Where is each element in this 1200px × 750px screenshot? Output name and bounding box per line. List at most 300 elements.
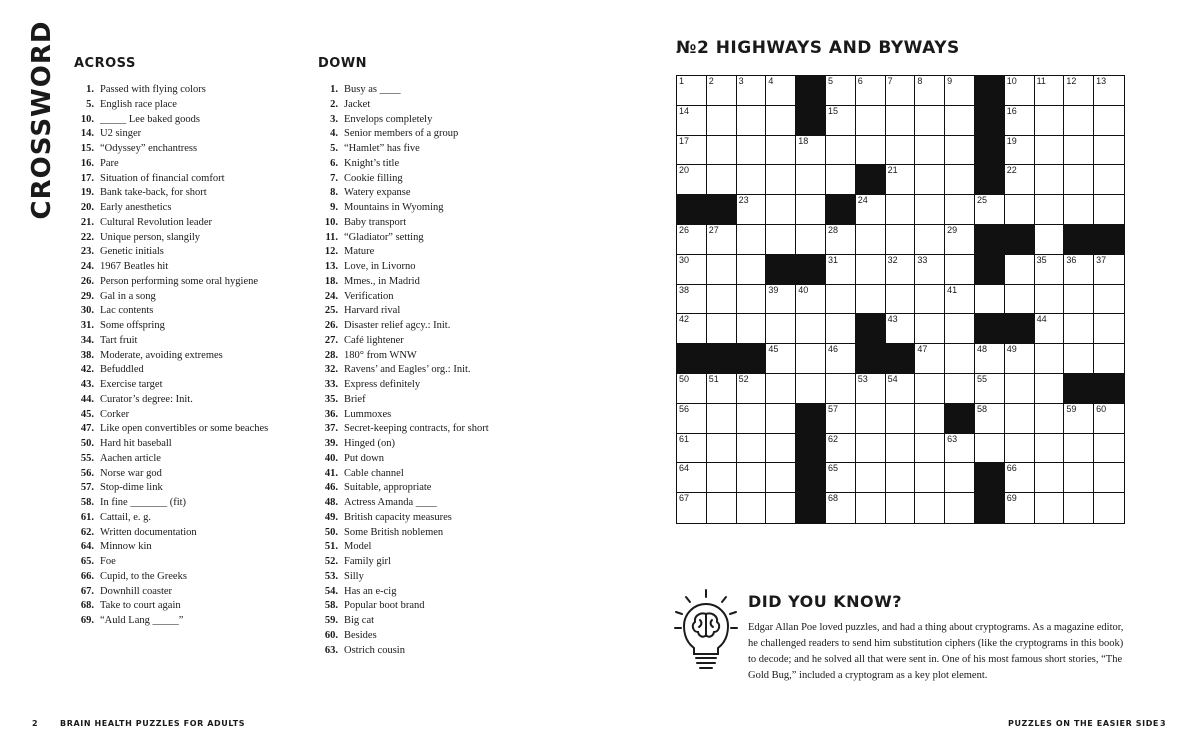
- grid-cell[interactable]: [737, 434, 767, 464]
- grid-cell[interactable]: [1064, 314, 1094, 344]
- grid-cell[interactable]: [796, 344, 826, 374]
- grid-cell[interactable]: [826, 344, 856, 374]
- clue-text: Model: [344, 541, 372, 553]
- grid-cell[interactable]: [737, 225, 767, 255]
- grid-cell[interactable]: [856, 225, 886, 255]
- grid-cell[interactable]: [915, 195, 945, 225]
- clue-text: “Hamlet” has five: [344, 143, 420, 154]
- grid-cell[interactable]: [766, 493, 796, 523]
- clue-item: [318, 585, 489, 600]
- grid-cell[interactable]: [945, 374, 975, 404]
- grid-cell[interactable]: [766, 195, 796, 225]
- grid-cell[interactable]: [1035, 255, 1065, 285]
- clue-item: [318, 304, 489, 319]
- grid-cell[interactable]: [677, 314, 707, 344]
- grid-cell[interactable]: [1035, 285, 1065, 315]
- grid-cell[interactable]: [886, 165, 916, 195]
- grid-cell[interactable]: [856, 434, 886, 464]
- grid-cell[interactable]: [707, 314, 737, 344]
- grid-cell[interactable]: [1005, 106, 1035, 136]
- clue-item: [74, 113, 268, 128]
- grid-cell[interactable]: [856, 106, 886, 136]
- grid-cell[interactable]: [677, 225, 707, 255]
- grid-cell[interactable]: [886, 136, 916, 166]
- clue-item: [318, 437, 489, 452]
- clue-number: 51.: [324, 541, 338, 553]
- cell-number: 41: [947, 284, 958, 295]
- clue-number: 52.: [324, 556, 338, 567]
- grid-cell[interactable]: [1064, 76, 1094, 106]
- grid-cell[interactable]: [677, 165, 707, 195]
- grid-cell[interactable]: [766, 225, 796, 255]
- grid-cell[interactable]: [1094, 165, 1124, 195]
- grid-cell[interactable]: [886, 195, 916, 225]
- grid-cell[interactable]: [1094, 404, 1124, 434]
- grid-cell[interactable]: [1064, 463, 1094, 493]
- grid-cell[interactable]: [707, 404, 737, 434]
- clue-item: [318, 526, 489, 541]
- grid-cell[interactable]: [766, 434, 796, 464]
- grid-cell[interactable]: [796, 285, 826, 315]
- cell-number: 52: [738, 373, 749, 384]
- clue-number: 58.: [80, 497, 94, 508]
- grid-block: [1005, 225, 1035, 255]
- grid-cell[interactable]: [766, 463, 796, 493]
- clue-text: U2 singer: [100, 128, 142, 140]
- clue-item: [318, 540, 489, 555]
- grid-cell[interactable]: [1005, 404, 1035, 434]
- clue-text: Gal in a song: [100, 290, 156, 302]
- grid-cell[interactable]: [766, 136, 796, 166]
- clue-text: British capacity measures: [344, 511, 452, 523]
- cell-number: 2: [708, 76, 714, 86]
- grid-cell[interactable]: [677, 404, 707, 434]
- grid-cell[interactable]: [707, 493, 737, 523]
- grid-cell[interactable]: [1094, 463, 1124, 493]
- cell-number: 30: [679, 254, 690, 265]
- cell-number: 66: [1006, 463, 1017, 474]
- grid-cell[interactable]: [1005, 165, 1035, 195]
- grid-cell[interactable]: [1035, 165, 1065, 195]
- grid-cell[interactable]: [707, 374, 737, 404]
- grid-cell[interactable]: [915, 225, 945, 255]
- clue-item: [74, 290, 268, 305]
- clue-item: [74, 614, 268, 629]
- grid-cell[interactable]: [915, 285, 945, 315]
- grid-cell[interactable]: [707, 434, 737, 464]
- grid-cell[interactable]: [737, 314, 767, 344]
- cell-number: 44: [1036, 314, 1047, 325]
- clue-text: Stop-dime link: [100, 482, 163, 494]
- clue-item: [74, 363, 268, 378]
- grid-cell[interactable]: [1064, 165, 1094, 195]
- clue-number: 1.: [86, 84, 94, 95]
- grid-cell[interactable]: [707, 463, 737, 493]
- grid-cell[interactable]: [886, 285, 916, 315]
- grid-cell[interactable]: [1035, 463, 1065, 493]
- grid-cell[interactable]: [707, 225, 737, 255]
- grid-cell[interactable]: [796, 136, 826, 166]
- grid-cell[interactable]: [707, 285, 737, 315]
- cell-number: 25: [976, 195, 987, 206]
- clue-number: 58.: [324, 600, 338, 612]
- grid-cell[interactable]: [737, 136, 767, 166]
- clue-text: Situation of financial comfort: [100, 172, 225, 184]
- grid-cell[interactable]: [1005, 136, 1035, 166]
- clue-number: 20.: [80, 202, 94, 213]
- grid-cell[interactable]: [1005, 285, 1035, 315]
- grid-block: [707, 344, 737, 374]
- grid-cell[interactable]: [886, 314, 916, 344]
- cell-number: 18: [798, 135, 809, 146]
- clue-text: Harvard rival: [344, 305, 401, 317]
- grid-cell[interactable]: [975, 374, 1005, 404]
- clue-item: [74, 260, 268, 275]
- cell-number: 24: [857, 195, 868, 206]
- grid-cell[interactable]: [826, 255, 856, 285]
- clue-text: In fine _______ (fit): [100, 497, 187, 508]
- grid-cell[interactable]: [975, 344, 1005, 374]
- grid-cell[interactable]: [945, 136, 975, 166]
- cell-number: 12: [1066, 76, 1077, 86]
- clue-item: [318, 422, 489, 437]
- clue-item: [74, 304, 268, 319]
- grid-block: [1064, 225, 1094, 255]
- cell-number: 26: [679, 224, 690, 235]
- grid-cell[interactable]: [737, 106, 767, 136]
- grid-cell[interactable]: [1035, 493, 1065, 523]
- clue-text: Downhill coaster: [100, 585, 173, 597]
- grid-cell[interactable]: [945, 255, 975, 285]
- clue-item: [318, 599, 489, 614]
- clue-item: [318, 83, 489, 98]
- grid-cell[interactable]: [915, 76, 945, 106]
- grid-cell[interactable]: [796, 374, 826, 404]
- grid-cell[interactable]: [886, 493, 916, 523]
- grid-cell[interactable]: [856, 285, 886, 315]
- grid-cell[interactable]: [945, 225, 975, 255]
- grid-cell[interactable]: [826, 493, 856, 523]
- grid-cell[interactable]: [1094, 434, 1124, 464]
- clue-number: 2.: [330, 98, 338, 110]
- grid-block: [796, 404, 826, 434]
- grid-cell[interactable]: [915, 434, 945, 464]
- grid-cell[interactable]: [1035, 434, 1065, 464]
- grid-cell[interactable]: [796, 225, 826, 255]
- grid-cell[interactable]: [945, 285, 975, 315]
- grid-cell[interactable]: [856, 136, 886, 166]
- grid-cell[interactable]: [766, 76, 796, 106]
- grid-cell[interactable]: [826, 434, 856, 464]
- cell-number: 47: [917, 344, 928, 355]
- grid-cell[interactable]: [1094, 195, 1124, 225]
- clue-number: 66.: [80, 570, 94, 582]
- grid-cell[interactable]: [766, 285, 796, 315]
- grid-cell[interactable]: [1064, 285, 1094, 315]
- grid-cell[interactable]: [945, 344, 975, 374]
- grid-cell[interactable]: [1064, 434, 1094, 464]
- grid-cell[interactable]: [826, 314, 856, 344]
- clue-number: 11.: [325, 231, 338, 243]
- grid-cell[interactable]: [1064, 404, 1094, 434]
- grid-cell[interactable]: [826, 165, 856, 195]
- grid-cell[interactable]: [707, 255, 737, 285]
- clue-item: [318, 231, 489, 246]
- clue-number: 32.: [324, 364, 338, 376]
- grid-cell[interactable]: [1005, 463, 1035, 493]
- grid-cell[interactable]: [1064, 106, 1094, 136]
- grid-cell[interactable]: [766, 314, 796, 344]
- grid-block: [707, 195, 737, 225]
- grid-cell[interactable]: [826, 106, 856, 136]
- cell-number: 48: [976, 344, 987, 355]
- clue-number: 6.: [330, 157, 338, 169]
- clue-item: [318, 378, 489, 393]
- grid-cell[interactable]: [826, 136, 856, 166]
- clue-item: [74, 437, 268, 452]
- grid-cell[interactable]: [915, 463, 945, 493]
- grid-cell[interactable]: [856, 404, 886, 434]
- grid-cell[interactable]: [915, 106, 945, 136]
- grid-cell[interactable]: [886, 106, 916, 136]
- across-clues-column: [74, 56, 268, 629]
- grid-cell[interactable]: [737, 76, 767, 106]
- grid-cell[interactable]: [1094, 314, 1124, 344]
- grid-cell[interactable]: [915, 165, 945, 195]
- grid-cell[interactable]: [677, 255, 707, 285]
- grid-cell[interactable]: [915, 136, 945, 166]
- grid-cell[interactable]: [886, 463, 916, 493]
- grid-cell[interactable]: [707, 76, 737, 106]
- grid-cell[interactable]: [975, 404, 1005, 434]
- grid-cell[interactable]: [707, 165, 737, 195]
- clue-text: Mountains in Wyoming: [344, 202, 444, 213]
- clue-text: “Gladiator” setting: [344, 231, 424, 243]
- clue-number: 46.: [324, 482, 338, 494]
- grid-cell[interactable]: [1035, 225, 1065, 255]
- clue-number: 60.: [324, 629, 338, 641]
- grid-cell[interactable]: [677, 434, 707, 464]
- down-clue-list: [318, 83, 489, 658]
- grid-cell[interactable]: [1064, 255, 1094, 285]
- grid-cell[interactable]: [856, 493, 886, 523]
- grid-cell[interactable]: [677, 493, 707, 523]
- grid-cell[interactable]: [1094, 285, 1124, 315]
- grid-cell[interactable]: [677, 374, 707, 404]
- clue-number: 43.: [80, 379, 94, 390]
- clue-item: [318, 570, 489, 585]
- grid-cell[interactable]: [796, 195, 826, 225]
- grid-cell[interactable]: [1005, 374, 1035, 404]
- grid-cell[interactable]: [707, 136, 737, 166]
- grid-cell[interactable]: [1035, 76, 1065, 106]
- clue-text: Verification: [344, 290, 394, 302]
- clue-text: Express definitely: [344, 379, 421, 390]
- grid-cell[interactable]: [856, 195, 886, 225]
- grid-cell[interactable]: [737, 404, 767, 434]
- grid-cell[interactable]: [1035, 314, 1065, 344]
- clue-item: [74, 585, 268, 600]
- grid-cell[interactable]: [1094, 344, 1124, 374]
- grid-cell[interactable]: [766, 404, 796, 434]
- grid-cell[interactable]: [1064, 493, 1094, 523]
- grid-cell[interactable]: [737, 493, 767, 523]
- grid-cell[interactable]: [796, 314, 826, 344]
- clue-number: 28.: [324, 349, 338, 361]
- grid-cell[interactable]: [1005, 344, 1035, 374]
- grid-block: [737, 344, 767, 374]
- cell-number: 23: [738, 195, 749, 206]
- grid-cell[interactable]: [945, 434, 975, 464]
- clue-text: Curator’s degree: Init.: [100, 393, 193, 405]
- grid-cell[interactable]: [886, 225, 916, 255]
- grid-cell[interactable]: [915, 374, 945, 404]
- grid-cell[interactable]: [1094, 106, 1124, 136]
- clue-number: 23.: [80, 246, 94, 258]
- cell-number: 50: [679, 373, 690, 384]
- grid-cell[interactable]: [945, 165, 975, 195]
- grid-cell[interactable]: [826, 404, 856, 434]
- grid-cell[interactable]: [915, 314, 945, 344]
- grid-cell[interactable]: [945, 195, 975, 225]
- clue-item: [74, 467, 268, 482]
- grid-cell[interactable]: [856, 76, 886, 106]
- clue-item: [74, 422, 268, 437]
- grid-cell[interactable]: [677, 463, 707, 493]
- clue-text: “Odyssey” enchantress: [100, 143, 198, 154]
- grid-cell[interactable]: [856, 374, 886, 404]
- grid-block: [826, 195, 856, 225]
- grid-cell[interactable]: [826, 225, 856, 255]
- grid-cell[interactable]: [707, 106, 737, 136]
- grid-cell[interactable]: [915, 344, 945, 374]
- grid-cell[interactable]: [945, 106, 975, 136]
- grid-cell[interactable]: [677, 76, 707, 106]
- grid-cell[interactable]: [1005, 76, 1035, 106]
- grid-cell[interactable]: [1005, 493, 1035, 523]
- grid-cell[interactable]: [826, 374, 856, 404]
- grid-cell[interactable]: [1094, 493, 1124, 523]
- grid-cell[interactable]: [1094, 76, 1124, 106]
- clue-text: Put down: [344, 452, 384, 464]
- clue-item: [74, 349, 268, 364]
- grid-cell[interactable]: [677, 136, 707, 166]
- grid-cell[interactable]: [1035, 404, 1065, 434]
- cell-number: 61: [679, 433, 690, 444]
- grid-cell[interactable]: [766, 165, 796, 195]
- grid-cell[interactable]: [737, 255, 767, 285]
- clue-item: [318, 363, 489, 378]
- clue-item: [318, 245, 489, 260]
- grid-cell[interactable]: [1094, 136, 1124, 166]
- grid-cell[interactable]: [826, 76, 856, 106]
- grid-cell[interactable]: [975, 434, 1005, 464]
- grid-cell[interactable]: [915, 255, 945, 285]
- grid-cell[interactable]: [1005, 195, 1035, 225]
- grid-cell[interactable]: [766, 374, 796, 404]
- grid-cell[interactable]: [826, 463, 856, 493]
- grid-cell[interactable]: [856, 255, 886, 285]
- grid-cell[interactable]: [1035, 195, 1065, 225]
- clue-number: 41.: [324, 467, 338, 479]
- cell-number: 3: [738, 76, 744, 86]
- grid-cell[interactable]: [945, 493, 975, 523]
- grid-cell[interactable]: [915, 493, 945, 523]
- grid-cell[interactable]: [886, 255, 916, 285]
- clue-item: [318, 275, 489, 290]
- grid-cell[interactable]: [737, 463, 767, 493]
- grid-cell[interactable]: [1035, 374, 1065, 404]
- grid-cell[interactable]: [886, 404, 916, 434]
- cell-number: 59: [1066, 403, 1077, 414]
- clue-item: [74, 201, 268, 216]
- grid-cell[interactable]: [886, 76, 916, 106]
- grid-cell[interactable]: [1064, 136, 1094, 166]
- grid-cell[interactable]: [886, 374, 916, 404]
- grid-cell[interactable]: [945, 463, 975, 493]
- clue-item: [74, 172, 268, 187]
- clue-text: Take to court again: [100, 600, 181, 612]
- footer-left-page-number: 2: [32, 719, 39, 728]
- clue-number: 49.: [324, 511, 338, 523]
- grid-cell[interactable]: [1035, 106, 1065, 136]
- grid-cell[interactable]: [945, 76, 975, 106]
- grid-cell[interactable]: [856, 463, 886, 493]
- clue-text: Exercise target: [100, 379, 163, 390]
- grid-cell[interactable]: [1035, 344, 1065, 374]
- grid-cell[interactable]: [766, 344, 796, 374]
- grid-cell[interactable]: [677, 285, 707, 315]
- grid-cell[interactable]: [677, 106, 707, 136]
- grid-cell[interactable]: [737, 195, 767, 225]
- grid-cell[interactable]: [826, 285, 856, 315]
- grid-block: [856, 314, 886, 344]
- clue-item: [318, 98, 489, 113]
- clue-item: [74, 245, 268, 260]
- grid-cell[interactable]: [975, 285, 1005, 315]
- grid-cell[interactable]: [1064, 344, 1094, 374]
- grid-cell[interactable]: [1094, 255, 1124, 285]
- grid-block: [796, 255, 826, 285]
- grid-cell[interactable]: [1064, 195, 1094, 225]
- cell-number: 68: [827, 493, 838, 504]
- grid-cell[interactable]: [975, 195, 1005, 225]
- grid-cell[interactable]: [1005, 434, 1035, 464]
- grid-cell[interactable]: [886, 434, 916, 464]
- grid-cell[interactable]: [945, 314, 975, 344]
- grid-cell[interactable]: [796, 165, 826, 195]
- grid-block: [677, 344, 707, 374]
- clue-text: 1967 Beatles hit: [100, 261, 169, 272]
- clue-number: 44.: [80, 393, 94, 405]
- crossword-grid[interactable]: [676, 75, 1125, 524]
- clue-item: [318, 172, 489, 187]
- grid-cell[interactable]: [737, 285, 767, 315]
- grid-cell[interactable]: [737, 165, 767, 195]
- clue-text: Lac contents: [100, 305, 154, 317]
- grid-cell[interactable]: [915, 404, 945, 434]
- clue-text: Mature: [344, 246, 375, 258]
- clue-number: 30.: [80, 305, 94, 317]
- clue-number: 29.: [80, 290, 94, 302]
- grid-cell[interactable]: [1035, 136, 1065, 166]
- grid-cell[interactable]: [766, 106, 796, 136]
- grid-cell[interactable]: [737, 374, 767, 404]
- down-clues-column: [318, 56, 489, 658]
- clue-text: Cupid, to the Greeks: [100, 570, 187, 582]
- clue-item: [318, 290, 489, 305]
- grid-cell[interactable]: [1005, 255, 1035, 285]
